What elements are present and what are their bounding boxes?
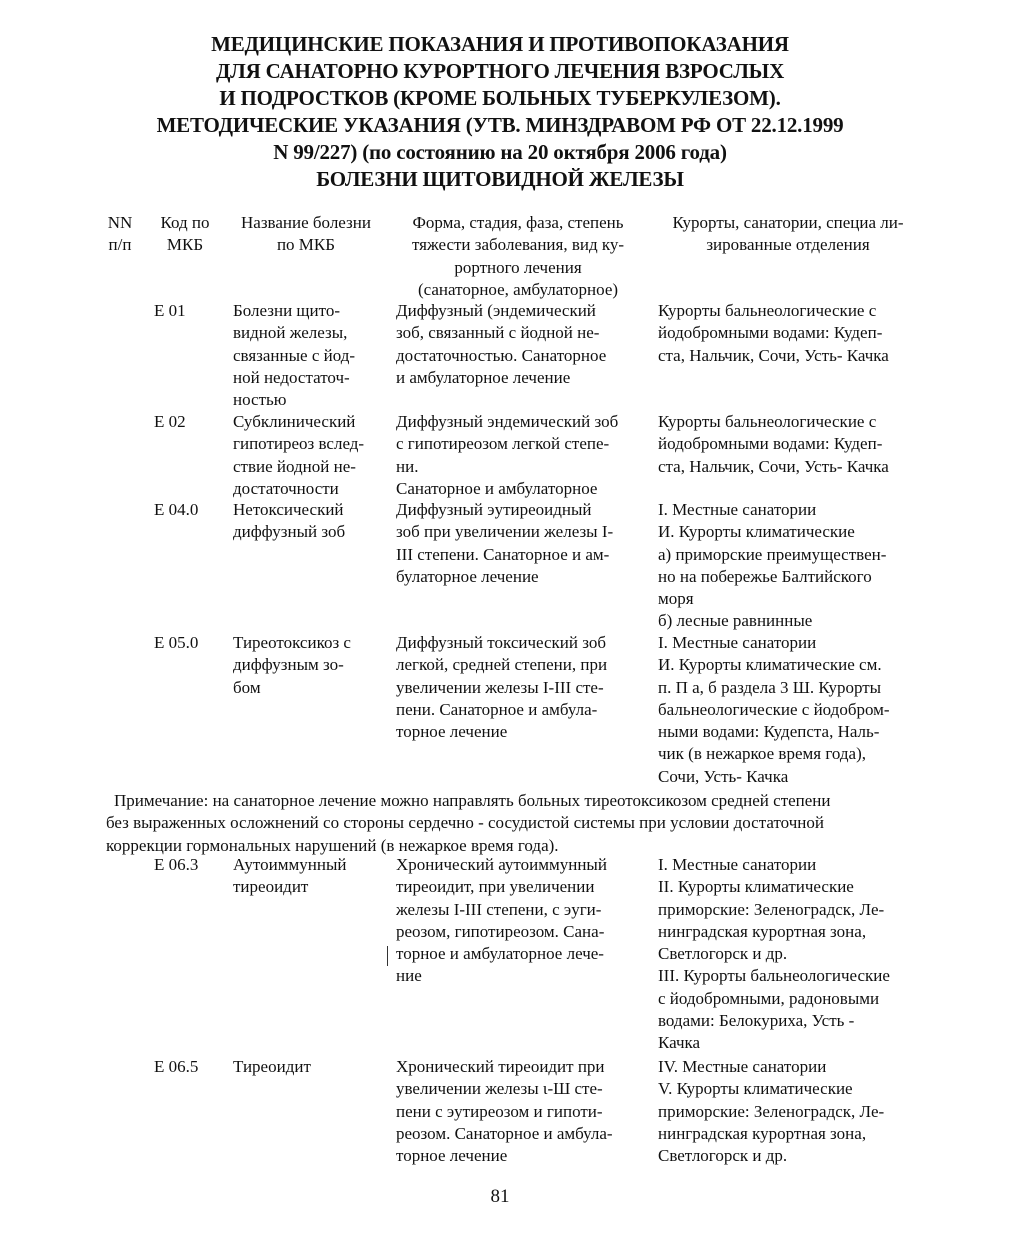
row-resorts: I. Местные санатории И. Курорты климатические см. п. П а, б раздела 3 Ш. Курорты бальнеологические с йодобром- ными водами: Кудепста, Наль- чик (в нежаркое время года), Сочи, Усть- Качка [658,633,890,786]
row-code: Е 04.0 [154,500,199,519]
row-disease-name: Аутоиммунный тиреоидит [233,855,347,897]
title-line: МЕТОДИЧЕСКИЕ УКАЗАНИЯ (УТВ. МИНЗДРАВОМ РФ ОТ 22.12.1999 [156,113,844,137]
row-code: Е 01 [154,301,186,320]
title-line: N 99/227) (по состоянию на 20 октября 2006 года) [273,140,727,164]
row-form: Диффузный эндемический зоб с гипотиреозом легкой степе- ни. Санаторное и амбулаторное [396,412,619,498]
row-disease-name: Субклинический гипотиреоз вслед- ствие йодной не- достаточности [233,412,365,498]
header-resorts: Курорты, санатории, специа ли- зированные отделения [672,213,904,255]
row-resorts: Курорты бальнеологические с йодобромными водами: Кудеп- ста, Нальчик, Сочи, Усть- Качка [658,301,889,365]
row-code: Е 06.5 [154,1057,199,1076]
row-code: Е 02 [154,412,186,431]
row-code: Е 05.0 [154,633,199,652]
row-disease-name: Тиреотоксикоз с диффузным зо- бом [233,633,351,697]
row-disease-name: Болезни щито- видной железы, связанные с йод- ной недостаточ- ностью [233,301,356,410]
header-code: Код по МКБ [160,213,210,255]
row-disease-name: Нетоксический диффузный зоб [233,500,346,542]
title-line: БОЛЕЗНИ ЩИТОВИДНОЙ ЖЕЛЕЗЫ [316,167,684,191]
title-line: И ПОДРОСТКОВ (КРОМЕ БОЛЬНЫХ ТУБЕРКУЛЕЗОМ). [219,86,781,110]
row-form: Диффузный (эндемический зоб, связанный с йодной не- достаточностью. Санаторное и амбулаторное лечение [396,301,607,387]
row-disease-name: Тиреоидит [233,1057,311,1076]
row-code: Е 06.3 [154,855,199,874]
page-number: 81 [490,1186,510,1207]
header-form: Форма, стадия, фаза, степень тяжести заболевания, вид ку- рортного лечения (санаторное, амбулаторное) [411,213,625,299]
row-resorts: I. Местные санатории II. Курорты климатические приморские: Зеленоградск, Ле- нинградская курортная зона, Светлогорск и др. III. Курорты бальнеологические с йодобромными, радоновыми водами: Белокуриха, Усть - Качка [658,855,890,1053]
row-form: Диффузный эутиреоидный зоб при увеличении железы I- III степени. Санаторное и ам- булаторное лечение [396,500,614,586]
row-form: Хронический аутоиммунный тиреоидит, при увеличении железы I-III степени, с эуги- реозом, гипотиреозом. Сана- торное и амбулаторное лече- ние [396,855,607,986]
title-line: ДЛЯ САНАТОРНО КУРОРТНОГО ЛЕЧЕНИЯ ВЗРОСЛЫХ [215,59,785,83]
row-form: Диффузный токсический зоб легкой, средней степени, при увеличении железы I-III сте- пени. Санаторное и амбула- торное лечение [396,633,608,742]
row-resorts: I. Местные санатории И. Курорты климатические а) приморские преимуществен- но на побережье Балтийского моря б) лесные равнинные [658,500,887,631]
row-resorts: IV. Местные санатории V. Курорты климатические приморские: Зеленоградск, Ле- нинградская курортная зона, Светлогорск и др. [658,1057,885,1166]
row-form: Хронический тиреоидит при увеличении железы ι-Ш сте- пени с эутиреозом и гипоти- реозом. Санаторное и амбула- торное лечение [396,1057,613,1166]
document-title [60,31,940,193]
note-paragraph: Примечание: на санаторное лечение можно направлять больных тиреотоксикозом средней степени без выраженных осложнений со стороны сердечно - сосудистой системы при условии достаточной коррекции гормональных нарушений (в нежаркое время года). [106,791,831,855]
title-line: МЕДИЦИНСКИЕ ПОКАЗАНИЯ И ПРОТИВОПОКАЗАНИЯ [211,32,789,56]
header-nn: NN п/п [107,213,133,255]
header-name: Название болезни по МКБ [241,213,371,255]
margin-mark [387,946,388,966]
row-resorts: Курорты бальнеологические с йодобромными водами: Кудеп- ста, Нальчик, Сочи, Усть- Качка [658,412,889,476]
